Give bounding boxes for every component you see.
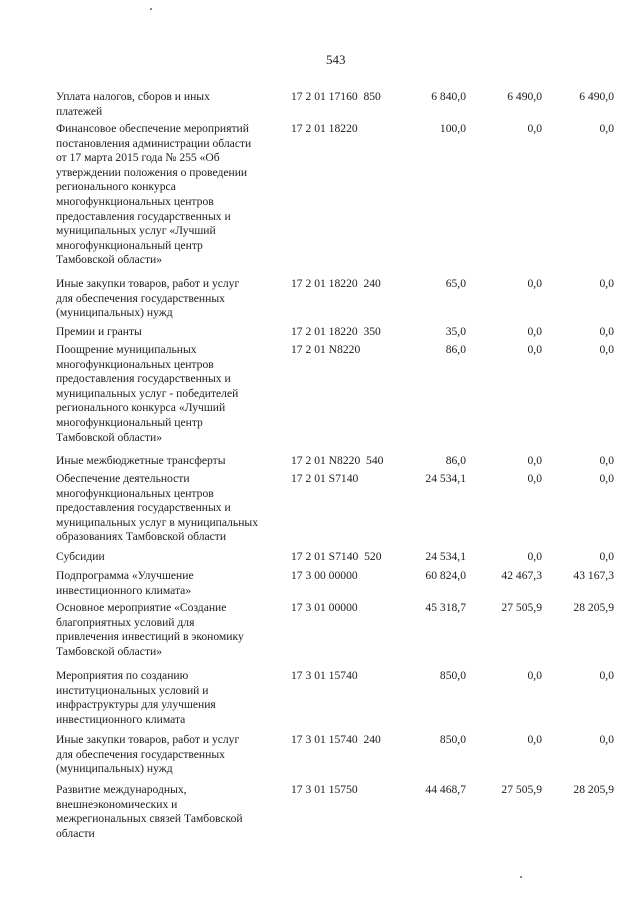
row-value-3: 43 167,3 [573, 569, 614, 582]
row-code: 17 2 01 N8220 540 [291, 454, 384, 467]
row-value-2: 0,0 [527, 122, 542, 135]
row-value-2: 27 505,9 [501, 601, 542, 614]
speck-bottom [520, 876, 522, 878]
row-name: Премии и гранты [56, 325, 142, 338]
row-value-1: 35,0 [445, 325, 466, 338]
row-name: Финансовое обеспечение мероприятий постановления администрации области от 17 марта 2015 года № 255 «Об утверждении положения о проведении регионального конкурса многофункциональных центров предоставления государственных и муниципальных услуг «Лучший многофункциональный центр Тамбовской области» [56, 122, 252, 267]
row-name: Обеспечение деятельности многофункциональных центров предоставления государственных и муниципальных услуг в муниципальных образованиях Тамбовской области [56, 472, 258, 544]
row-value-1: 60 824,0 [425, 569, 466, 582]
row-code: 17 3 00 00000 [291, 569, 358, 582]
row-value-3: 0,0 [599, 733, 614, 746]
row-code: 17 2 01 18220 240 [291, 277, 381, 290]
row-code: 17 3 01 15750 [291, 783, 358, 796]
row-value-1: 850,0 [439, 733, 466, 746]
row-value-2: 27 505,9 [501, 783, 542, 796]
row-value-3: 0,0 [599, 669, 614, 682]
row-value-1: 850,0 [439, 669, 466, 682]
row-value-3: 0,0 [599, 325, 614, 338]
row-name: Подпрограмма «Улучшение инвестиционного климата» [56, 569, 194, 597]
row-value-1: 6 840,0 [431, 90, 466, 103]
row-value-2: 42 467,3 [501, 569, 542, 582]
row-value-3: 28 205,9 [573, 783, 614, 796]
speck-top [150, 8, 152, 10]
row-name: Уплата налогов, сборов и иных платежей [56, 90, 210, 118]
row-value-3: 0,0 [599, 550, 614, 563]
row-value-2: 0,0 [527, 733, 542, 746]
row-value-1: 65,0 [445, 277, 466, 290]
page-number: 543 [326, 52, 346, 67]
row-value-3: 28 205,9 [573, 601, 614, 614]
row-code: 17 2 01 18220 350 [291, 325, 381, 338]
row-value-2: 0,0 [527, 550, 542, 563]
row-name: Основное мероприятие «Создание благоприятных условий для привлечения инвестиций в экономику Тамбовской области» [56, 601, 244, 658]
row-value-3: 0,0 [599, 277, 614, 290]
row-code: 17 2 01 17160 850 [291, 90, 381, 103]
row-value-1: 86,0 [445, 343, 466, 356]
row-name: Развитие международных, внешнеэкономических и межрегиональных связей Тамбовской области [56, 783, 243, 840]
row-value-1: 24 534,1 [425, 472, 466, 485]
row-value-2: 0,0 [527, 669, 542, 682]
row-value-2: 0,0 [527, 343, 542, 356]
row-value-2: 0,0 [527, 454, 542, 467]
row-name: Поощрение муниципальных многофункциональных центров предоставления государственных и муниципальных услуг - победителей регионального конкурса «Лучший многофункциональный центр Тамбовской области» [56, 343, 239, 444]
row-value-1: 100,0 [439, 122, 466, 135]
row-value-1: 45 318,7 [425, 601, 466, 614]
row-code: 17 2 01 N8220 [291, 343, 361, 356]
row-value-3: 0,0 [599, 343, 614, 356]
row-value-2: 6 490,0 [507, 90, 542, 103]
row-name: Субсидии [56, 550, 105, 563]
row-value-3: 0,0 [599, 472, 614, 485]
row-code: 17 3 01 15740 240 [291, 733, 381, 746]
row-name: Мероприятия по созданию институциональных условий и инфраструктуры для улучшения инвестиционного климата [56, 669, 216, 726]
row-code: 17 2 01 18220 [291, 122, 358, 135]
row-value-3: 0,0 [599, 454, 614, 467]
row-value-1: 44 468,7 [425, 783, 466, 796]
row-code: 17 2 01 S7140 [291, 472, 359, 485]
row-value-2: 0,0 [527, 472, 542, 485]
row-value-1: 86,0 [445, 454, 466, 467]
row-name: Иные закупки товаров, работ и услуг для обеспечения государственных (муниципальных) нужд [56, 277, 240, 320]
row-value-1: 24 534,1 [425, 550, 466, 563]
row-value-3: 0,0 [599, 122, 614, 135]
row-value-3: 6 490,0 [579, 90, 614, 103]
row-code: 17 2 01 S7140 520 [291, 550, 382, 563]
row-name: Иные межбюджетные трансферты [56, 454, 226, 467]
row-name: Иные закупки товаров, работ и услуг для обеспечения государственных (муниципальных) нужд [56, 733, 240, 776]
row-value-2: 0,0 [527, 277, 542, 290]
row-code: 17 3 01 00000 [291, 601, 358, 614]
row-code: 17 3 01 15740 [291, 669, 358, 682]
row-value-2: 0,0 [527, 325, 542, 338]
